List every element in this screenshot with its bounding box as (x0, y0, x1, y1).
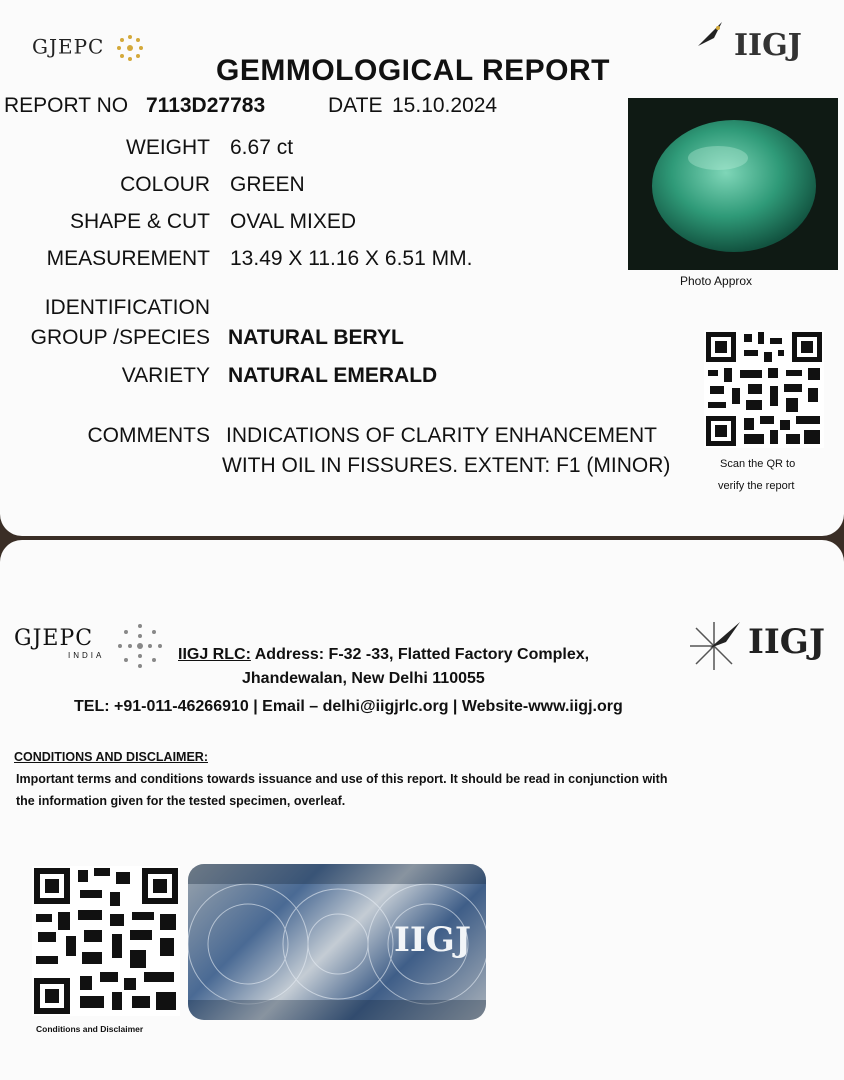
address-line-1 (178, 646, 589, 664)
gjepc-dotted-emblem-icon (114, 620, 166, 672)
date-label: DATE (328, 94, 383, 117)
iigj-logo-text: IIGJ (734, 28, 802, 63)
qr-caption-line-1: Scan the QR to (720, 458, 796, 470)
gjepc-logo-back-text: GJEPC (14, 626, 94, 651)
conditions-line-2: the information given for the tested specimen, overleaf. (16, 794, 346, 808)
photo-caption: Photo Approx (680, 274, 753, 288)
address-line-2: Jhandewalan, New Delhi 110055 (242, 670, 485, 687)
conditions-qr-caption: Conditions and Disclaimer (36, 1024, 144, 1034)
iigj-back-logo-text: IIGJ (748, 622, 825, 662)
conditions-qr-code[interactable] (32, 866, 180, 1016)
comments-line-2: WITH OIL IN FISSURES. EXTENT: F1 (MINOR) (222, 454, 671, 477)
weight-value: 6.67 ct (230, 136, 294, 159)
group-species-label: GROUP /SPECIES (30, 326, 210, 349)
gjepc-sunburst-icon (116, 34, 144, 62)
qr-caption-line-2: verify the report (718, 480, 795, 492)
weight-label: WEIGHT (126, 136, 210, 159)
measurement-value: 13.49 X 11.16 X 6.51 MM. (230, 247, 473, 270)
conditions-line-1: Important terms and conditions towards issuance and use of this report. It should be read in conjunction with (16, 772, 668, 786)
iigj-arrow-icon (696, 20, 724, 48)
gem-photo (628, 98, 838, 270)
hologram-iigj-text: IIGJ (394, 920, 471, 960)
address-label: IIGJ RLC: (178, 646, 251, 663)
shape-cut-label: SHAPE & CUT (69, 210, 210, 233)
gjepc-logo-back (14, 626, 104, 660)
report-no-label: REPORT NO (4, 94, 129, 117)
qr-code-icon (704, 330, 824, 448)
hologram-sticker (188, 864, 486, 1020)
date-value: 15.10.2024 (392, 94, 498, 117)
gjepc-logo (32, 34, 144, 62)
iigj-logo (696, 20, 826, 70)
measurement-label: MEASUREMENT (46, 247, 210, 270)
report-title: GEMMOLOGICAL REPORT (216, 54, 610, 87)
iigj-back-burst-icon (686, 618, 742, 674)
contact-line: TEL: +91-011-46266910 | Email – delhi@iigjrlc.org | Website-www.iigj.org (74, 698, 623, 715)
comments-label: COMMENTS (87, 424, 210, 447)
variety-value: NATURAL EMERALD (228, 364, 438, 387)
variety-label: VARIETY (121, 364, 210, 387)
report-back-card (0, 540, 844, 1080)
gjepc-logo-text: GJEPC (32, 34, 105, 59)
report-front-card (0, 0, 844, 536)
qr-code-icon (32, 866, 180, 1016)
group-species-value: NATURAL BERYL (228, 326, 404, 349)
gjepc-logo-back-sub: INDIA (68, 651, 105, 660)
identification-label: IDENTIFICATION (44, 296, 210, 319)
conditions-title: CONDITIONS AND DISCLAIMER: (14, 750, 208, 764)
emerald-photo (628, 98, 838, 270)
comments-line-1: INDICATIONS OF CLARITY ENHANCEMENT (226, 424, 657, 447)
verify-qr-code[interactable] (704, 330, 824, 448)
shape-cut-value: OVAL MIXED (230, 210, 357, 233)
colour-value: GREEN (230, 173, 305, 196)
address-text: Address: F-32 -33, Flatted Factory Complex, (254, 646, 590, 663)
colour-label: COLOUR (120, 173, 210, 196)
report-no-value: 7113D27783 (146, 94, 266, 117)
